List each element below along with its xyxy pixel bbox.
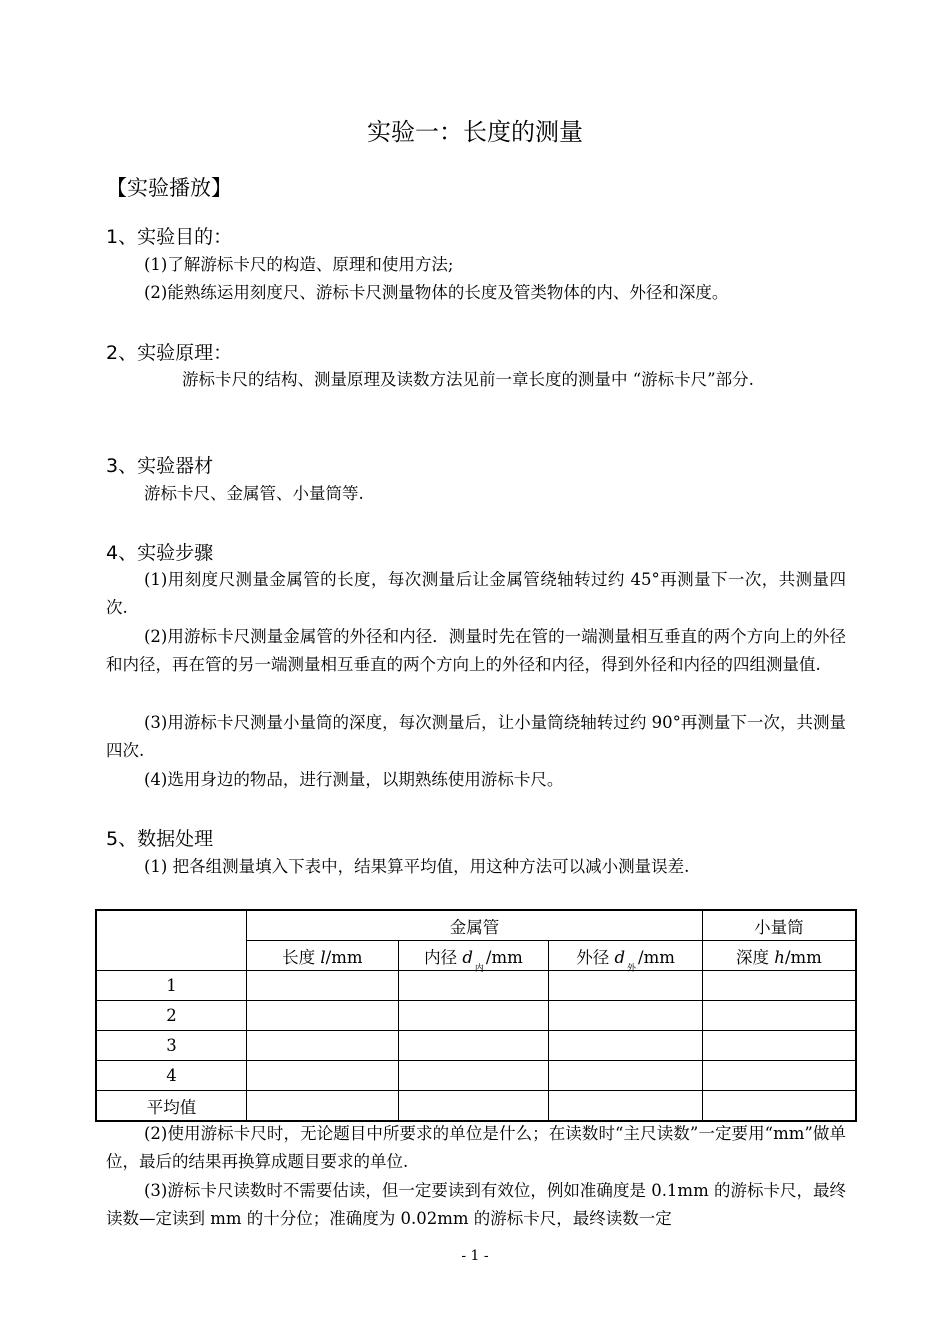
table-row [96, 1031, 856, 1061]
table-cell [247, 1031, 399, 1061]
table-cell [398, 1091, 549, 1122]
section-heading-principle: 2、实验原理： [106, 342, 233, 364]
section-heading-steps: 4、实验步骤 [106, 542, 214, 564]
table-header-row [96, 910, 856, 941]
header-outer-diameter: 外径 $d_外/mm$ [549, 941, 703, 971]
row-label: 3 [96, 1031, 247, 1061]
step-item-2: (2)用游标卡尺测量金属管的外径和内径．测量时先在管的一端测量相互垂直的两个方向上的外径和内径，再在管的另一端测量相互垂直的两个方向上的外径和内径，得到外径和内径的四组测量值. [106, 627, 846, 674]
table-cell [247, 1091, 399, 1122]
step-item-4: (4)选用身边的物品，进行测量，以期熟练使用游标卡尺。 [144, 770, 564, 789]
measurement-table [95, 909, 857, 1122]
section-banner: 【实验播放】 [106, 176, 232, 200]
section-heading-data: 5、数据处理 [106, 828, 214, 850]
row-label: 2 [96, 1001, 247, 1031]
table-cell [702, 1031, 856, 1061]
table-cell [247, 971, 399, 1001]
table-cell [398, 971, 549, 1001]
header-metal-tube: 金属管 [247, 910, 703, 941]
table-row [96, 1091, 856, 1122]
table-cell [398, 1031, 549, 1061]
purpose-item-1: (1)了解游标卡尺的构造、原理和使用方法; [144, 255, 454, 274]
row-label: 平均值 [96, 1091, 247, 1122]
header-length: 长度 l/mm [247, 941, 399, 971]
page-title: 实验一：长度的测量 [367, 118, 583, 146]
table-cell [398, 1001, 549, 1031]
table-row [96, 971, 856, 1001]
table-cell [702, 971, 856, 1001]
data-intro: (1) 把各组测量填入下表中，结果算平均值，用这种方法可以减小测量误差. [144, 857, 690, 876]
step-item-1: (1)用刻度尺测量金属管的长度，每次测量后让金属管绕轴转过约 45°再测量下一次，共测量四次. [106, 570, 846, 617]
principle-text: 游标卡尺的结构、测量原理及读数方法见前一章长度的测量中 “游标卡尺”部分. [182, 370, 754, 389]
table-cell [549, 971, 703, 1001]
table-corner-cell [96, 910, 247, 971]
row-label: 1 [96, 971, 247, 1001]
section-heading-equipment: 3、实验器材 [106, 455, 214, 477]
note-2: (2)使用游标卡尺时，无论题目中所要求的单位是什么；在读数时“主尺读数”一定要用“mm”做单位，最后的结果再换算成题目要求的单位. [106, 1124, 846, 1171]
section-heading-purpose: 1、实验目的： [106, 226, 233, 248]
page-number: - 1 - [461, 1248, 489, 1264]
header-depth: 深度 h/mm [702, 941, 856, 971]
table-cell [549, 1001, 703, 1031]
note-3: (3)游标卡尺读数时不需要估读，但一定要读到有效位，例如准确度是 0.1mm 的游标卡尺，最终读数—定读到 mm 的十分位；准确度为 0.02mm 的游标卡尺，最终读数一定 [106, 1181, 846, 1228]
table-cell [549, 1091, 703, 1122]
table-cell [702, 1001, 856, 1031]
purpose-item-2: (2)能熟练运用刻度尺、游标卡尺测量物体的长度及管类物体的内、外径和深度。 [144, 283, 729, 302]
row-label: 4 [96, 1061, 247, 1091]
table-cell [398, 1061, 549, 1091]
header-inner-diameter: 内径 $d_内/mm$ [398, 941, 549, 971]
table-cell [549, 1031, 703, 1061]
equipment-text: 游标卡尺、金属管、小量筒等. [144, 484, 364, 503]
step-item-3: (3)用游标卡尺测量小量筒的深度，每次测量后，让小量筒绕轴转过约 90°再测量下一次，共测量四次. [106, 713, 846, 760]
header-small-cylinder: 小量筒 [702, 910, 856, 941]
table-cell [702, 1091, 856, 1122]
table-cell [549, 1061, 703, 1091]
table-cell [247, 1061, 399, 1091]
table-row [96, 1001, 856, 1031]
table-cell [247, 1001, 399, 1031]
table-row [96, 1061, 856, 1091]
table-cell [702, 1061, 856, 1091]
